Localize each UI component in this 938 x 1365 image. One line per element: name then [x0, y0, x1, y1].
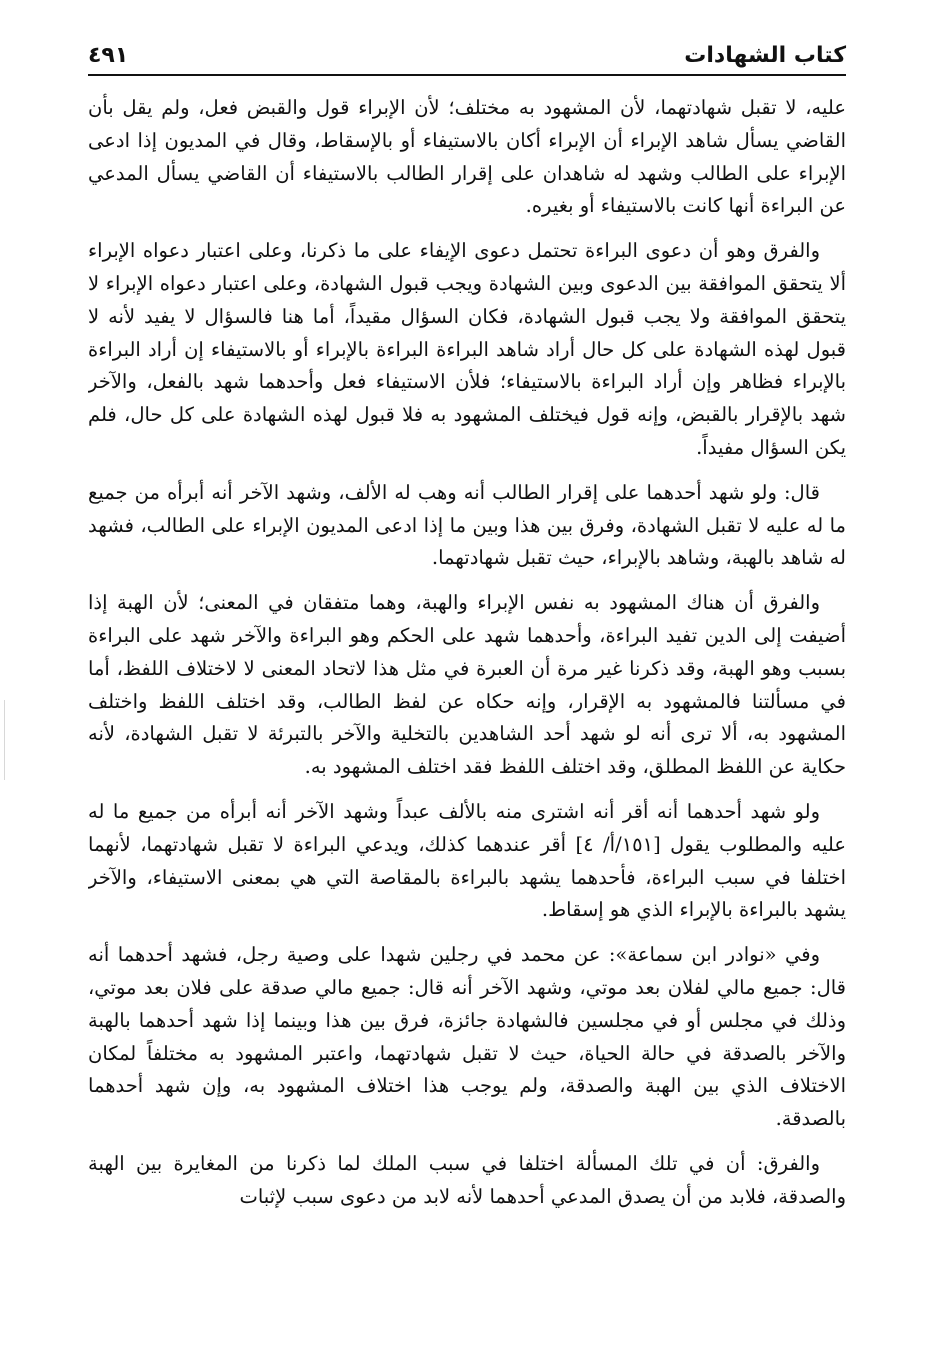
paragraph: والفرق وهو أن دعوى البراءة تحتمل دعوى الإيفاء على ما ذكرنا، وعلى اعتبار دعواه الإبراء ألا يتحقق الموافقة بين الدعوى وبين الشهادة ويجب قبول الشهادة، وعلى اعتبار دعواه الإبراء لا يتحقق الموافقة ولا يجب قبول الشهادة، فكان السؤال مقيداً، أما هنا فالسؤال لا يفيد لأنه لا قبول لهذه الشهادة على كل حال أراد شاهد البراءة البراءة بالإبراء أو بالاستيفاء إن أراد البراءة بالإبراء فظاهر وإن أراد البراءة بالاستيفاء؛ فلأن الاستيفاء فعل وأحدهما شهد بالفعل، والآخر شهد بالإقرار بالقبض، وإنه قول فيختلف المشهود به فلا قبول لهذه الشهادة على كل حال، فلم يكن السؤال مفيداً.	[88, 239, 846, 459]
body-text	[88, 92, 846, 1355]
scan-margin-mark	[4, 700, 5, 780]
paragraph: ولو شهد أحدهما أنه أقر أنه اشترى منه بالألف عبداً وشهد الآخر أنه أبرأه من جميع ما له عليه والمطلوب يقول [١٥١/أ/ ٤] أقر عندهما كذلك، ويدعي البراءة لا تقبل شهادتهما، لأنهما اختلفا في سبب البراءة، فأحدهما يشهد بالبراءة بالمقاصة التي هي بمعنى الاستيفاء، والآخر يشهد بالبراءة بالإبراء الذي هو إسقاط.	[88, 799, 846, 922]
page-number: ٤٩١	[88, 43, 129, 68]
paragraph: قال: ولو شهد أحدهما على إقرار الطالب أنه وهب له الألف، وشهد الآخر أنه أبرأه من جميع ما له عليه لا تقبل الشهادة، وفرق بين هذا وبين ما إذا ادعى المديون الإبراء على الطالب، فشهد له شاهد بالهبة، وشاهد بالإبراء، حيث تقبل شهادتهما.	[88, 480, 846, 570]
paragraph: عليه، لا تقبل شهادتهما، لأن المشهود به مختلف؛ لأن الإبراء قول والقبض فعل، ولم يقل بأن القاضي يسأل شاهد الإبراء أن الإبراء أكان بالاستيفاء أو بالإسقاط، وقال في المديون إذا ادعى الإبراء على الطالب وشهد له شاهدان على إقرار الطالب بالاستيفاء أن القاضي يسأل المدعي عن البراءة أنها كانت بالاستيفاء أو بغيره.	[88, 96, 846, 218]
running-title: كتاب الشهادات	[684, 43, 846, 68]
paragraph: والفرق أن هناك المشهود به نفس الإبراء والهبة، وهما متفقان في المعنى؛ لأن الهبة إذا أضيفت إلى الدين تفيد البراءة، وأحدهما شهد على الحكم وهو البراءة والآخر شهد على البراءة بسبب وهو الهبة، وقد ذكرنا غير مرة أن العبرة في مثل هذا لاتحاد المعنى لا لاختلاف اللفظ، أما في مسألتنا فالمشهود به الإقرار، وإنه حكاه عن لفظ الطالب، وقد اختلف اللفظ واختلف المشهود به، ألا ترى أنه لو شهد أحد الشاهدين بالتخلية والآخر بالتبرئة لا تقبل الشهادة، لأنه حكاية عن اللفظ المطلق، وقد اختلف اللفظ فقد اختلف المشهود به.	[88, 591, 846, 779]
paragraph: وفي «نوادر ابن سماعة»: عن محمد في رجلين شهدا على وصية رجل، فشهد أحدهما أنه قال: جميع مالي لفلان بعد موتي، وشهد الآخر أنه قال: جميع مالي صدقة على فلان بعد موتي، وذلك في مجلس أو في مجلسين فالشهادة جائزة، فرق بين هذا وبينما إذا شهد أحدهما بالهبة والآخر بالصدقة في حالة الحياة، حيث لا تقبل شهادتهما، واعتبر المشهود به مختلفاً لمكان الاختلاف الذي بين الهبة والصدقة، ولم يوجب هذا اختلاف المشهود به، وإن شهد أحدهما بالصدقة.	[88, 943, 846, 1131]
paragraph: والفرق: أن في تلك المسألة اختلفا في سبب الملك لما ذكرنا من المغايرة بين الهبة والصدقة، فلابد من أن يصدق المدعي أحدهما لأنه لابد من دعوى سبب لإثبات	[88, 1151, 846, 1208]
header-rule	[88, 74, 846, 76]
running-header	[88, 28, 846, 68]
